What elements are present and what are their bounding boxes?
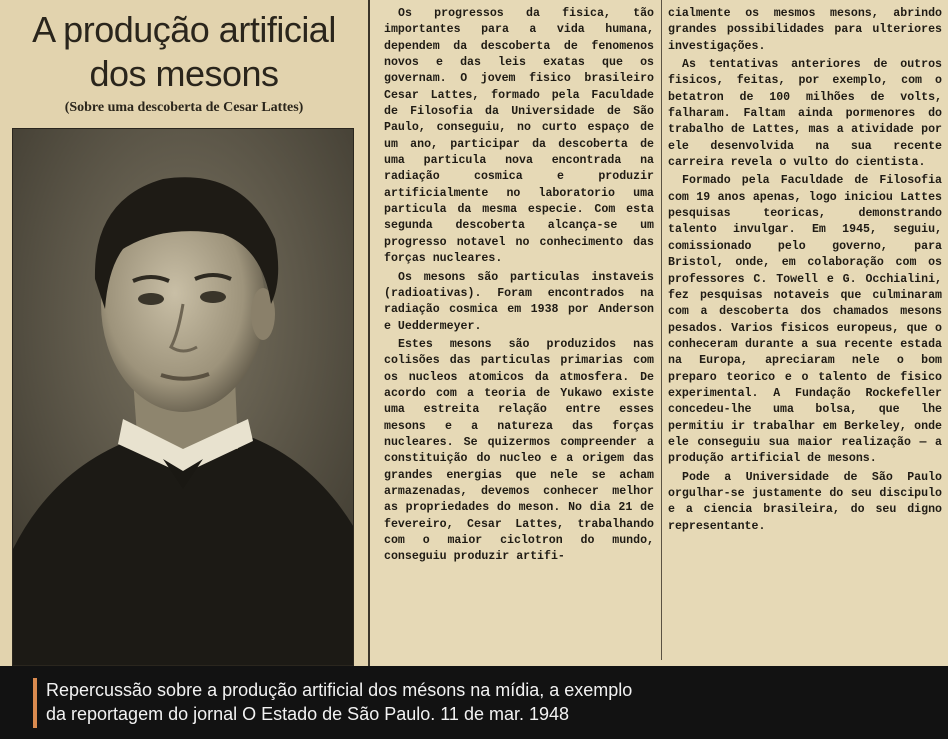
- portrait-photo: [12, 128, 354, 666]
- article-column-2: [668, 6, 942, 537]
- column-divider-middle: [661, 0, 662, 660]
- column2-paragraph-4: Pode a Universidade de São Paulo orgulhar-se justamente do seu discipulo e a ciencia brasileira, do seu digno representante.: [668, 470, 942, 533]
- headline-line-1: A produção artificial: [32, 9, 336, 50]
- column-divider-left: [368, 0, 370, 666]
- column1-paragraph-2: Os mesons são particulas instaveis (radioativas). Foram encontrados na radiação cosmica em 1938 por Anderson e Ueddermeyer.: [384, 270, 654, 333]
- column1-paragraph-1: Os progressos da fisica, tão importantes para a vida humana, dependem da descoberta de fenomenos novos e das leis exatas que os governam. O jovem fisico brasileiro Cesar Lattes, formado pela Faculdade de Filosofia da Universidade de São Paulo, conseguiu, no curto espaço de um ano, participar da descoberta de uma particula nova encontrada na radiação cosmica e produzir artificialmente no laboratorio uma particula da mesma especie. Com esta segunda descoberta alcança-se um progresso notavel no conhecimento das forças nucleares.: [384, 7, 654, 266]
- headline-panel: [0, 0, 368, 666]
- column2-paragraph-3: Formado pela Faculdade de Filosofia com 19 anos apenas, logo iniciou Lattes pesquisas teoricas, demonstrando talento invulgar. Em 1945, seguiu, comissionado pelo governo, para Bristol, onde, em colaboração com os professores C. Towell e G. Occhialini, fez pesquisas notaveis que culminaram com a descoberta dos chamados mesons pesados. Varios fisicos europeus, que o conheceram durante a sua recente estada na Europa, apreciaram nele o bom preparo teorico e o talento de fisico experimental. A Fundação Rockefeller concedeu-lhe uma bolsa, que lhe permitiu ir trabalhar em Berkeley, onde ele conseguiu sua maior realização — a produção artificial de mesons.: [668, 174, 942, 466]
- article-headline: [0, 8, 368, 96]
- column2-paragraph-2: As tentativas anteriores de outros fisicos, feitas, por exemplo, com o betatron de 100 milhões de volts, falharam. Faltam ainda pormenores do trabalho de Lattes, mas a atividade por ele desenvolvida na sua recente carreira revela o vulto do cientista.: [668, 58, 942, 170]
- caption-line-2: da reportagem do jornal O Estado de São Paulo. 11 de mar. 1948: [46, 704, 570, 724]
- caption-line-1: Repercussão sobre a produção artificial dos mésons na mídia, a exemplo: [46, 680, 633, 700]
- article-column-1: [384, 6, 654, 568]
- headline-line-2: dos mesons: [89, 53, 279, 94]
- image-caption: [46, 678, 906, 726]
- article-subheadline: (Sobre uma descoberta de Cesar Lattes): [64, 100, 304, 115]
- column1-paragraph-3: Estes mesons são produzidos nas colisões das particulas primarias com os nucleos atomicos da atmosfera. De acordo com a teoria de Yukawo existe uma estreita relação entre esses mesons e a natureza das forças nucleares. Se quizermos compreender a constituição do nucleo e a origem das grandes energias que nele se acham armazenadas, devemos conhecer melhor as propriedades do meson. No dia 21 de fevereiro, Cesar Lattes, trabalhando com o maior ciclotron do mundo, conseguiu produzir artifi-: [384, 337, 654, 564]
- column2-paragraph-1: cialmente os mesmos mesons, abrindo grandes possibilidades para ulteriores investigações.: [668, 7, 942, 53]
- caption-accent-bar: [33, 678, 37, 728]
